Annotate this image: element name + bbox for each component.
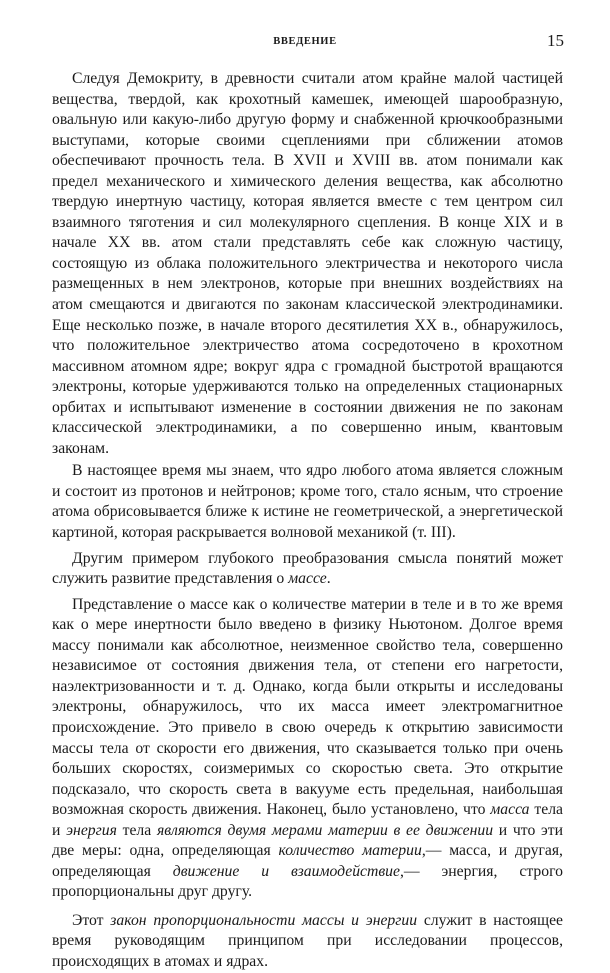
paragraph-atom-modern: В настоящее время мы знаем, что ядро любого атома является сложным и состоит из протонов и нейтронов; кроме того, стало ясным, что строение атома обрисовывается ближе к истине не геометрической, а энергетической картиной, которая раскрывается волновой механикой (т. III). [52, 462, 563, 542]
emphasis-law: закон пропорциональности массы и энергии [110, 911, 418, 929]
paragraph-mass-concept [52, 595, 563, 903]
text-run: тела и [52, 801, 563, 839]
text-run: ,— энергия, строго пропорциональны друг другу. [52, 862, 563, 901]
emphasis-motion: движение и взаимодействие [172, 862, 400, 880]
running-title: ВВЕДЕНИЕ [273, 36, 337, 47]
body-text [52, 69, 563, 973]
emphasis-energy: энергия [66, 821, 117, 839]
page-number: 15 [547, 31, 564, 50]
text-run: и что эти две меры: одна, определяющая [52, 821, 563, 860]
text-run: . [326, 570, 331, 588]
text-run: ,— масса, и другая, определяющая [52, 842, 563, 880]
emphasis-mass: масса [490, 801, 530, 819]
paragraph-mass-energy-law [52, 911, 563, 973]
paragraph-mass-intro [52, 549, 563, 590]
text-run: служит в настоящее время руководящим принципом при исследовании процессов, происходящих в атомах и ядрах. [52, 911, 563, 970]
emphasis-quantity: количество материи [278, 842, 422, 860]
text-run: Представление о массе как о количестве материи в теле и в то же время как о мере инертности было введено в физику Ньютоном. Долгое время массу понимали как абсолютное, неизменное свойство тела, совершенно независимое от состояния движения тела, от степени его нагретости, наэлектризованности и т. д. Однако, когда были открыты и исследованы электроны, обнаружилось, что их масса имеет электромагнитное происхождение. Это привело в свою очередь к открытию зависимости массы тела от скорости его движения, что сказывается только при очень больших скоростях, соизмеримых со скоростью света. Это открытие подсказало, что скорость света в вакууме есть предельная, наибольшая возможная скорость движения. Наконец, было установлено, что [52, 595, 563, 819]
text-run: Другим примером глубокого преобразования смысла понятий может служить развитие представления о [52, 549, 563, 588]
paragraph-atom-history: Следуя Демокриту, в древности считали атом крайне малой частицей вещества, твердой, как крохотный камешек, имеющей шарообразную, овальную или какую-либо другую форму и снабженной крючкообразными выступами, которые своими сцеплениями при сближении атомов обеспечивают прочность тела. В XVII и XVIII вв. атом понимали как предел механического и химического деления вещества, как абсолютно твердую инертную частицу, которая является вместе с тем центром сил взаимного тяготения и сил молекулярного сцепления. В конце XIX и в начале XX вв. атом стали представлять себе как сложную частицу, состоящую из облака положительного электричества и некоторого числа размещенных в нем электронов, которые при внешних воздействиях на атом смещаются и двигаются по законам классической электродинамики. Еще несколько позже, в начале второго десятилетия XX в., обнаружилось, что положительное электричество атома сосредоточено в крохотном массивном атомном ядре; вокруг ядра с громадной быстротой вращаются электроны, которые удерживаются только на определенных стационарных орбитах и испытывают изменение в состоянии движения не по законам классической электродинамики, а по совершенно иным, квантовым законам. [52, 70, 563, 457]
emphasis-mass: массе [288, 570, 327, 588]
text-run: тела [116, 821, 157, 839]
text-run: Этот [72, 911, 111, 929]
emphasis-two-measures: являются двумя мерами материи в ее движении [156, 821, 494, 839]
